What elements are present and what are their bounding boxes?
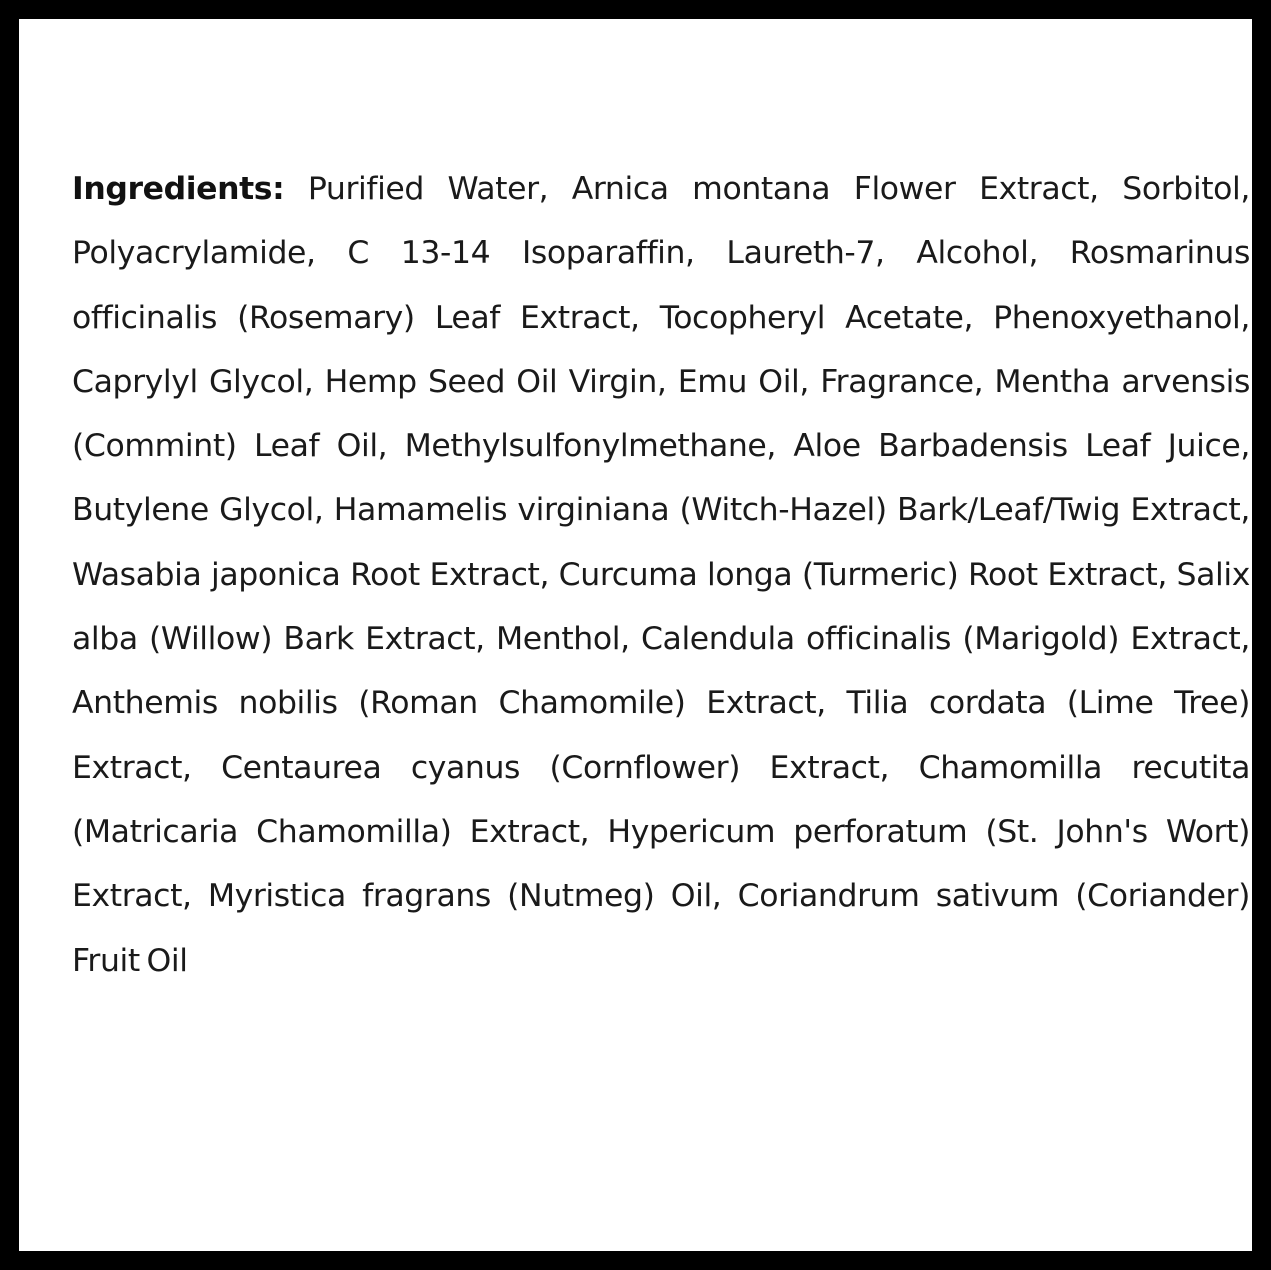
ingredients-heading-colon: :: [272, 171, 285, 207]
ingredients-heading: [72, 171, 284, 207]
ingredients-heading-text: Ingredients: [72, 171, 273, 207]
ingredients-list-text: Purified Water, Arnica montana Flower Extract, Sorbitol, Polyacrylamide, C 13-14 Isoparaffin, Laureth-7, Alcohol, Rosmarinus officinalis (Rosemary) Leaf Extract, Tocopheryl Acetate, Phenoxyethanol, Caprylyl Glycol, Hemp Seed Oil Virgin, Emu Oil, Fragrance, Mentha arvensis (Commint) Leaf Oil, Methylsulfonylmethane, Aloe Barbadensis Leaf Juice, Butylene Glycol, Hamamelis virginiana (Witch-Hazel) Bark/Leaf/Twig Extract, Wasabia japonica Root Extract, Curcuma longa (Turmeric) Root Extract, Salix alba (Willow) Bark Extract, Menthol, Calendula officinalis (Marigold) Extract, Anthemis nobilis (Roman Chamomile) Extract, Tilia cordata (Lime Tree) Extract, Centaurea cyanus (Cornflower) Extract, Chamomilla recutita (Matricaria Chamomilla) Extract, Hypericum perforatum (St. John's Wort) Extract, Myristica fragrans (Nutmeg) Oil, Coriandrum sativum (Coriander) Fruit Oil: [72, 171, 1250, 979]
ingredients-paragraph: [72, 157, 1250, 993]
